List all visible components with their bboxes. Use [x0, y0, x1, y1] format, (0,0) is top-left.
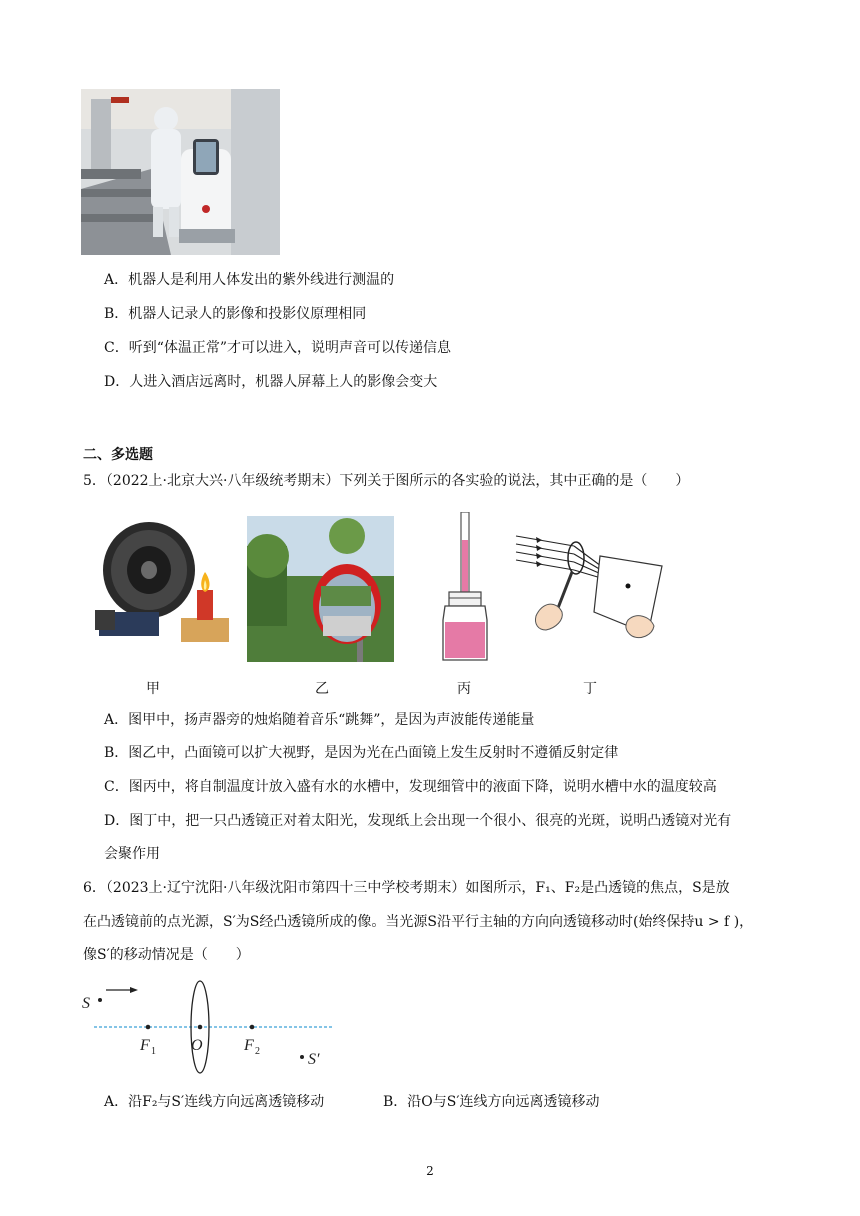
focus-f2-point [250, 1025, 255, 1030]
lens-diagram-svg [80, 978, 340, 1078]
label-s: S [82, 995, 90, 1012]
q4-option-d: D．人进入酒店远离时，机器人屏幕上人的影像会变大 [104, 374, 438, 390]
q6-stem-line-2: 在凸透镜前的点光源，S′为S经凸透镜所成的像。当光源S沿平行主轴的方向向透镜移动时(始终保持u > f )， [83, 914, 754, 930]
label-f2: F [244, 1037, 254, 1054]
q5-option-c: C．图丙中，将自制温度计放入盛有水的水槽中，发现细管中的液面下降，说明水槽中水的温度较高 [104, 779, 717, 795]
label-f1-subscript: 1 [151, 1046, 156, 1057]
section-heading: 二、多选题 [83, 447, 153, 463]
q4-option-c: C．听到“体温正常”才可以进入，说明声音可以传递信息 [104, 340, 452, 356]
q4-option-a: A．机器人是利用人体发出的紫外线进行测温的 [104, 272, 395, 288]
caption-bing: 丙 [457, 681, 471, 697]
page-number: 2 [426, 1164, 434, 1178]
q5-option-d-cont: 会聚作用 [104, 846, 160, 862]
q5-option-a: A．图甲中，扬声器旁的烛焰随着音乐“跳舞”，是因为声波能传递能量 [104, 712, 535, 728]
q5-option-b: B．图乙中，凸面镜可以扩大视野，是因为光在凸面镜上发生反射时不遵循反射定律 [104, 745, 619, 761]
speaker-candle-image [89, 520, 234, 645]
image-s-prime-point [300, 1055, 304, 1059]
caption-yi: 乙 [315, 681, 329, 697]
q5-stem: 5．（2022上·北京大兴·八年级统考期末）下列关于图所示的各实验的说法，其中正确的是（ ） [83, 473, 690, 489]
robot-photo [81, 89, 280, 255]
label-s-prime: S′ [308, 1051, 320, 1068]
convex-mirror-image [247, 516, 394, 662]
caption-jia: 甲 [146, 681, 160, 697]
label-f2-subscript: 2 [255, 1046, 260, 1057]
label-f1: F [140, 1037, 150, 1054]
point-source-s [98, 998, 102, 1002]
focus-f1-point [146, 1025, 151, 1030]
magnifier-focus-image [512, 516, 670, 642]
thermometer-bottle-image [435, 512, 495, 664]
q6-option-b: B．沿O与S′连线方向远离透镜移动 [383, 1094, 600, 1110]
q4-option-b: B．机器人记录人的影像和投影仪原理相同 [104, 306, 367, 322]
q5-option-d: D．图丁中，把一只凸透镜正对着太阳光，发现纸上会出现一个很小、很亮的光斑，说明凸透镜对光有 [104, 813, 732, 829]
caption-ding: 丁 [583, 681, 597, 697]
q6-stem-line-1: 6．（2023上·辽宁沈阳·八年级沈阳市第四十三中学校考期末）如图所示，F₁、F₂是凸透镜的焦点，S是放 [83, 880, 730, 896]
optical-center-point [198, 1025, 203, 1030]
motion-arrowhead [130, 987, 138, 993]
q6-option-a: A．沿F₂与S′连线方向远离透镜移动 [104, 1094, 325, 1110]
label-o: O [191, 1037, 203, 1054]
q6-stem-line-3: 像S′的移动情况是（ ） [83, 947, 250, 963]
lens-diagram [80, 978, 340, 1078]
